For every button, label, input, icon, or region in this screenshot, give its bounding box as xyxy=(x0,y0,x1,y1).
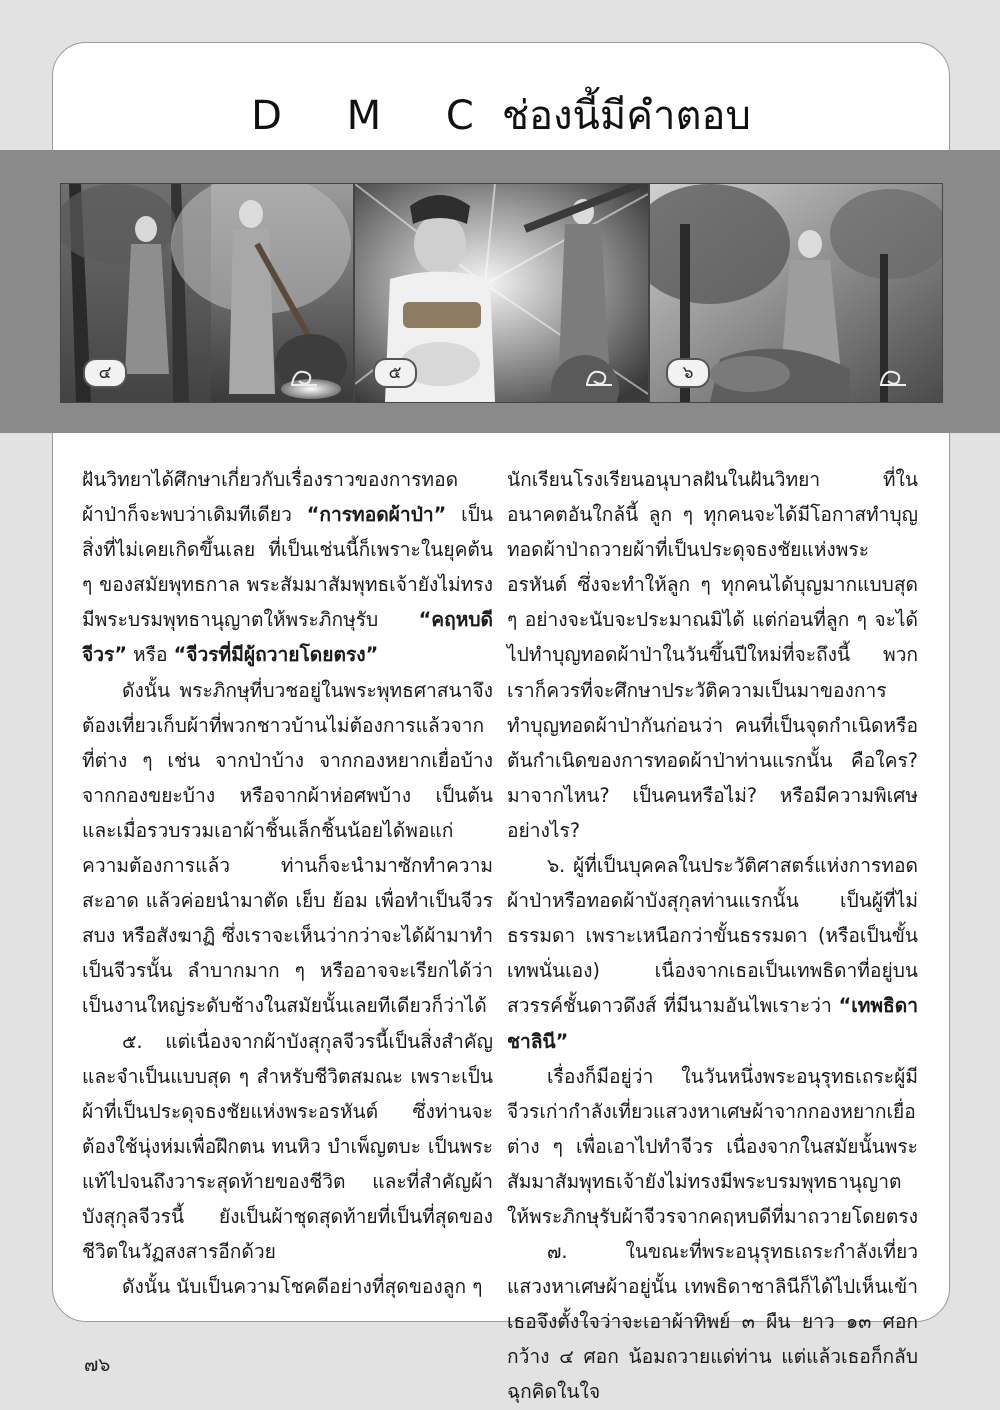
logo-mark-icon xyxy=(289,366,319,388)
illustration-panel-6 xyxy=(649,183,943,403)
emphasis-term: “คฤหบดีจีวร” xyxy=(82,608,493,667)
illustration-panel-4 xyxy=(60,183,354,403)
panel-number-badge: ๕ xyxy=(373,358,417,388)
text-run: หรือ xyxy=(126,643,174,667)
tagline-label: ช่องนี้มีคำตอบ xyxy=(501,93,751,139)
logo-mark-icon xyxy=(878,366,908,388)
panel-number-badge: ๖ xyxy=(666,358,710,388)
page-number: ๗๖ xyxy=(84,1354,111,1376)
paragraph-section-6 xyxy=(507,848,918,1059)
paragraph-intro xyxy=(82,462,493,673)
text-run: ฝันวิทยาได้ศึกษาเกี่ยวกับเรื่องราวของการทอดผ้าป่าก็จะพบว่าเดิมทีเดียว xyxy=(82,468,459,527)
text-run: ๖. ผู้ที่เป็นบุคคลในประวัติศาสตร์แห่งการทอดผ้าป่าหรือทอดผ้าบังสุกุลท่านแรกนั้น เป็นผู้ที่ไม่ธรรมดา เพราะเหนือกว่าขั้นธรรมดา (หรือเป็นขั้นเทพนั่นเอง) เนื่องจากเธอเป็นเทพธิดาที่อยู่บนสวรรค์ชั้นดาวดึงส์ ที่มีนามอันไพเราะว่า xyxy=(507,854,918,1018)
paragraph-students: นักเรียนโรงเรียนอนุบาลฝันในฝันวิทยา ที่ในอนาคตอันใกล้นี้ ลูก ๆ ทุกคนจะได้มีโอกาสทำบุญทอดผ้าป่าถวายผ้าที่เป็นประดุจธงชัยแห่งพระอรหันต์ ซึ่งจะทำให้ลูก ๆ ทุกคนได้บุญมากแบบสุด ๆ อย่างจะนับจะประมาณมิได้ แต่ก่อนที่ลูก ๆ จะได้ไปทำบุญทอดผ้าป่าในวันขึ้นปีใหม่ที่จะถึงนี้ พวกเราก็ควรที่จะศึกษาประวัติความเป็นมาของการทำบุญทอดผ้าป่ากันก่อนว่า คนที่เป็นจุดกำเนิดหรือต้นกำเนิดของการทอดผ้าป่าท่านแรกนั้น คือใคร? มาจากไหน? เป็นคนหรือไม่? หรือมีความพิเศษอย่างไร? xyxy=(507,468,918,842)
page-title xyxy=(53,83,949,147)
logo-mark-icon xyxy=(584,366,614,388)
left-text-column xyxy=(82,462,493,1304)
paragraph-collecting-cloth: ดังนั้น พระภิกษุที่บวชอยู่ในพระพุทธศาสนาจึงต้องเที่ยวเก็บผ้าที่พวกชาวบ้านไม่ต้องการแล้วจากที่ต่าง ๆ เช่น จากป่าบ้าง จากกองหยากเยื่อบ้าง จากกองขยะบ้าง หรือจากผ้าห่อศพบ้าง เป็นต้น และเมื่อรวบรวมเอาผ้าชิ้นเล็กชิ้นน้อยได้พอแก่ความต้องการแล้ว ท่านก็จะนำมาซักทำความสะอาด แล้วค่อยนำมาตัด เย็บ ย้อม เพื่อทำเป็นจีวร สบง หรือสังฆาฏิ ซึ่งเราจะเห็นว่ากว่าจะได้ผ้ามาทำเป็นจีวรนั้น ลำบากมาก ๆ หรืออาจจะเรียกได้ว่าเป็นงานใหญ่ระดับช้างในสมัยนั้นเลยทีเดียวก็ว่าได้ xyxy=(82,678,493,1018)
brand-label: D M C xyxy=(251,93,500,139)
panel-number-badge: ๔ xyxy=(83,358,127,388)
paragraph-story: เรื่องก็มีอยู่ว่า ในวันหนึ่งพระอนุรุทธเถระผู้มีจีวรเก่ากำลังเที่ยวแสวงหาเศษผ้าจากกองหยากเยื่อต่าง ๆ เพื่อเอาไปทำจีวร เนื่องจากในสมัยนั้นพระสัมมาสัมพุทธเจ้ายังไม่ทรงมีพระบรมพุทธานุญาตให้พระภิกษุรับผ้าจีวรจากคฤหบดีที่มาถวายโดยตรง xyxy=(507,1064,919,1228)
text-run: เป็นสิ่งที่ไม่เคยเกิดขึ้นเลย ที่เป็นเช่นนี้ก็เพราะในยุคต้น ๆ ของสมัยพุทธกาล พระสัมมาสัมพุทธเจ้ายังไม่ทรงมีพระบรมพุทธานุญาตให้พระภิกษุรับ xyxy=(82,503,493,632)
emphasis-term: “จีวรที่มีผู้ถวายโดยตรง” xyxy=(173,643,379,667)
paragraph-good-fortune: ดังนั้น นับเป็นความโชคดีอย่างที่สุดของลูก ๆ xyxy=(122,1275,483,1299)
emphasis-term: “เทพธิดาชาลินี” xyxy=(507,994,918,1053)
right-text-column xyxy=(507,462,918,1410)
paragraph-section-7: ๗. ในขณะที่พระอนุรุทธเถระกำลังเที่ยวแสวงหาเศษผ้าอยู่นั้น เทพธิดาชาลินีก็ได้ไปเห็นเข้า เธอจึงตั้งใจว่าจะเอาผ้าทิพย์ ๓ ผืน ยาว ๑๓ ศอก กว้าง ๔ ศอก น้อมถวายแด่ท่าน แต่แล้วเธอก็กลับฉุกคิดในใจ xyxy=(507,1240,918,1404)
illustration-panel-5 xyxy=(354,183,649,403)
emphasis-term: “การทอดผ้าป่า” xyxy=(306,503,447,527)
paragraph-section-5: ๕. แต่เนื่องจากผ้าบังสุกุลจีวรนี้เป็นสิ่งสำคัญและจำเป็นแบบสุด ๆ สำหรับชีวิตสมณะ เพราะเป็นผ้าที่เป็นประดุจธงชัยแห่งพระอรหันต์ ซึ่งท่านจะต้องใช้นุ่งห่มเพื่อฝึกตน ทนหิว บำเพ็ญตบะ เป็นพระแท้ไปจนถึงวาระสุดท้ายของชีวิต และที่สำคัญผ้าบังสุกุลจีวรนี้ ยังเป็นผ้าชุดสุดท้ายที่เป็นที่สุดของชีวิตในวัฏสงสารอีกด้วย xyxy=(82,1029,493,1264)
